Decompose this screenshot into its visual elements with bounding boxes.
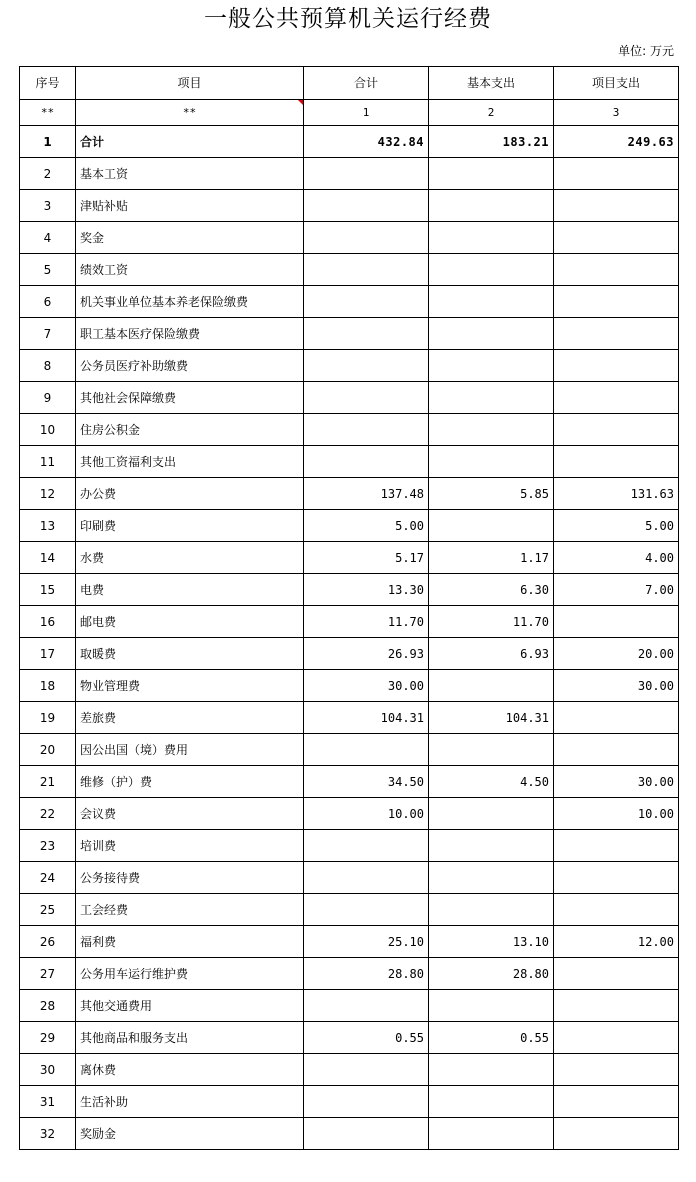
row-total — [304, 414, 429, 446]
row-basic — [429, 830, 554, 862]
row-item: 办公费 — [76, 478, 304, 510]
row-basic — [429, 894, 554, 926]
row-basic — [429, 734, 554, 766]
row-item: 物业管理费 — [76, 670, 304, 702]
row-basic — [429, 510, 554, 542]
table-row — [20, 1086, 679, 1118]
table-row — [20, 606, 679, 638]
header-basic: 基本支出 — [429, 67, 554, 100]
row-basic — [429, 446, 554, 478]
table-row — [20, 158, 679, 190]
row-project — [554, 318, 679, 350]
row-basic: 6.30 — [429, 574, 554, 606]
row-project: 131.63 — [554, 478, 679, 510]
row-project — [554, 734, 679, 766]
row-total: 13.30 — [304, 574, 429, 606]
row-number: 6 — [20, 286, 76, 318]
table-row — [20, 350, 679, 382]
row-number: 15 — [20, 574, 76, 606]
row-number: 30 — [20, 1054, 76, 1086]
table-row — [20, 318, 679, 350]
row-total: 104.31 — [304, 702, 429, 734]
row-item: 职工基本医疗保险缴费 — [76, 318, 304, 350]
row-item: 津贴补贴 — [76, 190, 304, 222]
table-row — [20, 510, 679, 542]
row-item: 生活补助 — [76, 1086, 304, 1118]
row-item: 其他交通费用 — [76, 990, 304, 1022]
row-basic: 11.70 — [429, 606, 554, 638]
row-number: 19 — [20, 702, 76, 734]
row-basic — [429, 990, 554, 1022]
row-project: 249.63 — [554, 126, 679, 158]
row-project — [554, 446, 679, 478]
row-basic: 1.17 — [429, 542, 554, 574]
row-basic — [429, 414, 554, 446]
table-row — [20, 734, 679, 766]
row-total — [304, 318, 429, 350]
row-basic — [429, 670, 554, 702]
row-basic — [429, 798, 554, 830]
table-row — [20, 702, 679, 734]
row-project: 30.00 — [554, 766, 679, 798]
table-row — [20, 254, 679, 286]
row-item: 奖励金 — [76, 1118, 304, 1150]
row-number: 29 — [20, 1022, 76, 1054]
row-total — [304, 158, 429, 190]
table-row — [20, 222, 679, 254]
row-total: 26.93 — [304, 638, 429, 670]
row-basic — [429, 350, 554, 382]
row-basic: 183.21 — [429, 126, 554, 158]
row-number: 31 — [20, 1086, 76, 1118]
row-basic — [429, 1054, 554, 1086]
row-number: 2 — [20, 158, 76, 190]
row-total — [304, 350, 429, 382]
row-basic — [429, 190, 554, 222]
row-number: 11 — [20, 446, 76, 478]
row-number: 3 — [20, 190, 76, 222]
subheader-item — [76, 100, 304, 126]
row-project: 12.00 — [554, 926, 679, 958]
row-total: 11.70 — [304, 606, 429, 638]
row-project — [554, 190, 679, 222]
header-total: 合计 — [304, 67, 429, 100]
row-basic: 0.55 — [429, 1022, 554, 1054]
row-total: 5.00 — [304, 510, 429, 542]
row-number: 1 — [20, 126, 76, 158]
row-total — [304, 1086, 429, 1118]
row-item: 邮电费 — [76, 606, 304, 638]
table-row — [20, 926, 679, 958]
row-item: 住房公积金 — [76, 414, 304, 446]
row-number: 27 — [20, 958, 76, 990]
row-basic — [429, 222, 554, 254]
table-row — [20, 478, 679, 510]
row-number: 14 — [20, 542, 76, 574]
subheader-row — [20, 100, 679, 126]
row-number: 7 — [20, 318, 76, 350]
row-number: 12 — [20, 478, 76, 510]
row-total — [304, 254, 429, 286]
row-total: 432.84 — [304, 126, 429, 158]
table-row — [20, 798, 679, 830]
row-number: 4 — [20, 222, 76, 254]
subheader-basic: 2 — [429, 100, 554, 126]
row-total — [304, 1118, 429, 1150]
row-project — [554, 414, 679, 446]
row-total: 25.10 — [304, 926, 429, 958]
row-total: 34.50 — [304, 766, 429, 798]
row-total: 0.55 — [304, 1022, 429, 1054]
row-item: 电费 — [76, 574, 304, 606]
subheader-item-text: ** — [182, 105, 197, 119]
row-project: 7.00 — [554, 574, 679, 606]
row-item: 其他工资福利支出 — [76, 446, 304, 478]
row-item: 工会经费 — [76, 894, 304, 926]
row-basic — [429, 158, 554, 190]
header-item: 项目 — [76, 67, 304, 100]
budget-table — [19, 66, 679, 1150]
row-basic: 28.80 — [429, 958, 554, 990]
row-item: 公务接待费 — [76, 862, 304, 894]
row-project: 30.00 — [554, 670, 679, 702]
row-total — [304, 446, 429, 478]
row-basic — [429, 1118, 554, 1150]
row-project — [554, 350, 679, 382]
row-item: 取暖费 — [76, 638, 304, 670]
subheader-project: 3 — [554, 100, 679, 126]
row-total: 28.80 — [304, 958, 429, 990]
row-project: 20.00 — [554, 638, 679, 670]
row-number: 22 — [20, 798, 76, 830]
table-row — [20, 446, 679, 478]
table-row — [20, 766, 679, 798]
row-total — [304, 286, 429, 318]
row-item: 维修（护）费 — [76, 766, 304, 798]
row-item: 机关事业单位基本养老保险缴费 — [76, 286, 304, 318]
row-basic — [429, 1086, 554, 1118]
table-row — [20, 1022, 679, 1054]
table-row — [20, 638, 679, 670]
row-item: 公务员医疗补助缴费 — [76, 350, 304, 382]
row-project — [554, 958, 679, 990]
row-number: 23 — [20, 830, 76, 862]
row-total — [304, 862, 429, 894]
row-item: 绩效工资 — [76, 254, 304, 286]
row-number: 20 — [20, 734, 76, 766]
row-number: 25 — [20, 894, 76, 926]
row-project — [554, 1054, 679, 1086]
row-project — [554, 286, 679, 318]
row-item: 会议费 — [76, 798, 304, 830]
row-item: 福利费 — [76, 926, 304, 958]
table-row — [20, 1118, 679, 1150]
row-basic: 6.93 — [429, 638, 554, 670]
row-basic — [429, 286, 554, 318]
row-project — [554, 990, 679, 1022]
row-item: 印刷费 — [76, 510, 304, 542]
row-project: 4.00 — [554, 542, 679, 574]
row-number: 8 — [20, 350, 76, 382]
row-item: 水费 — [76, 542, 304, 574]
row-project — [554, 254, 679, 286]
row-project — [554, 382, 679, 414]
subheader-no: ** — [20, 100, 76, 126]
row-total — [304, 830, 429, 862]
row-total — [304, 1054, 429, 1086]
row-project — [554, 894, 679, 926]
row-number: 13 — [20, 510, 76, 542]
row-item: 公务用车运行维护费 — [76, 958, 304, 990]
row-total — [304, 734, 429, 766]
row-total — [304, 222, 429, 254]
row-project — [554, 606, 679, 638]
row-total — [304, 382, 429, 414]
row-number: 24 — [20, 862, 76, 894]
row-number: 21 — [20, 766, 76, 798]
header-no: 序号 — [20, 67, 76, 100]
row-total: 5.17 — [304, 542, 429, 574]
row-number: 28 — [20, 990, 76, 1022]
table-row — [20, 382, 679, 414]
table-row — [20, 1054, 679, 1086]
row-project — [554, 862, 679, 894]
row-project — [554, 702, 679, 734]
row-item: 奖金 — [76, 222, 304, 254]
table-row — [20, 894, 679, 926]
table-row — [20, 414, 679, 446]
row-number: 18 — [20, 670, 76, 702]
page-title: 一般公共预算机关运行经费 — [204, 6, 492, 32]
row-basic: 4.50 — [429, 766, 554, 798]
row-project — [554, 1022, 679, 1054]
row-basic — [429, 254, 554, 286]
table-row — [20, 990, 679, 1022]
row-basic: 5.85 — [429, 478, 554, 510]
row-total — [304, 990, 429, 1022]
row-basic — [429, 382, 554, 414]
row-item: 离休费 — [76, 1054, 304, 1086]
row-project — [554, 830, 679, 862]
row-basic — [429, 318, 554, 350]
row-item: 基本工资 — [76, 158, 304, 190]
row-project — [554, 1118, 679, 1150]
row-total: 30.00 — [304, 670, 429, 702]
row-total — [304, 190, 429, 222]
row-number: 5 — [20, 254, 76, 286]
row-item: 因公出国（境）费用 — [76, 734, 304, 766]
row-project: 5.00 — [554, 510, 679, 542]
table-row — [20, 126, 679, 158]
row-number: 26 — [20, 926, 76, 958]
row-item: 培训费 — [76, 830, 304, 862]
unit-label: 单位: 万元 — [618, 44, 674, 58]
row-item: 其他社会保障缴费 — [76, 382, 304, 414]
table-row — [20, 830, 679, 862]
comment-marker-icon — [298, 100, 303, 105]
row-basic: 104.31 — [429, 702, 554, 734]
row-item: 差旅费 — [76, 702, 304, 734]
table-row — [20, 542, 679, 574]
table-row — [20, 574, 679, 606]
row-project — [554, 222, 679, 254]
row-number: 17 — [20, 638, 76, 670]
row-project — [554, 1086, 679, 1118]
row-item: 合计 — [76, 126, 304, 158]
row-basic — [429, 862, 554, 894]
subheader-total: 1 — [304, 100, 429, 126]
row-number: 16 — [20, 606, 76, 638]
table-row — [20, 190, 679, 222]
table-row — [20, 958, 679, 990]
row-item: 其他商品和服务支出 — [76, 1022, 304, 1054]
row-project: 10.00 — [554, 798, 679, 830]
row-total: 10.00 — [304, 798, 429, 830]
header-row — [20, 67, 679, 100]
row-number: 32 — [20, 1118, 76, 1150]
header-project: 项目支出 — [554, 67, 679, 100]
table-row — [20, 862, 679, 894]
table-row — [20, 670, 679, 702]
row-basic: 13.10 — [429, 926, 554, 958]
row-total — [304, 894, 429, 926]
row-number: 10 — [20, 414, 76, 446]
row-number: 9 — [20, 382, 76, 414]
table-row — [20, 286, 679, 318]
row-project — [554, 158, 679, 190]
row-total: 137.48 — [304, 478, 429, 510]
